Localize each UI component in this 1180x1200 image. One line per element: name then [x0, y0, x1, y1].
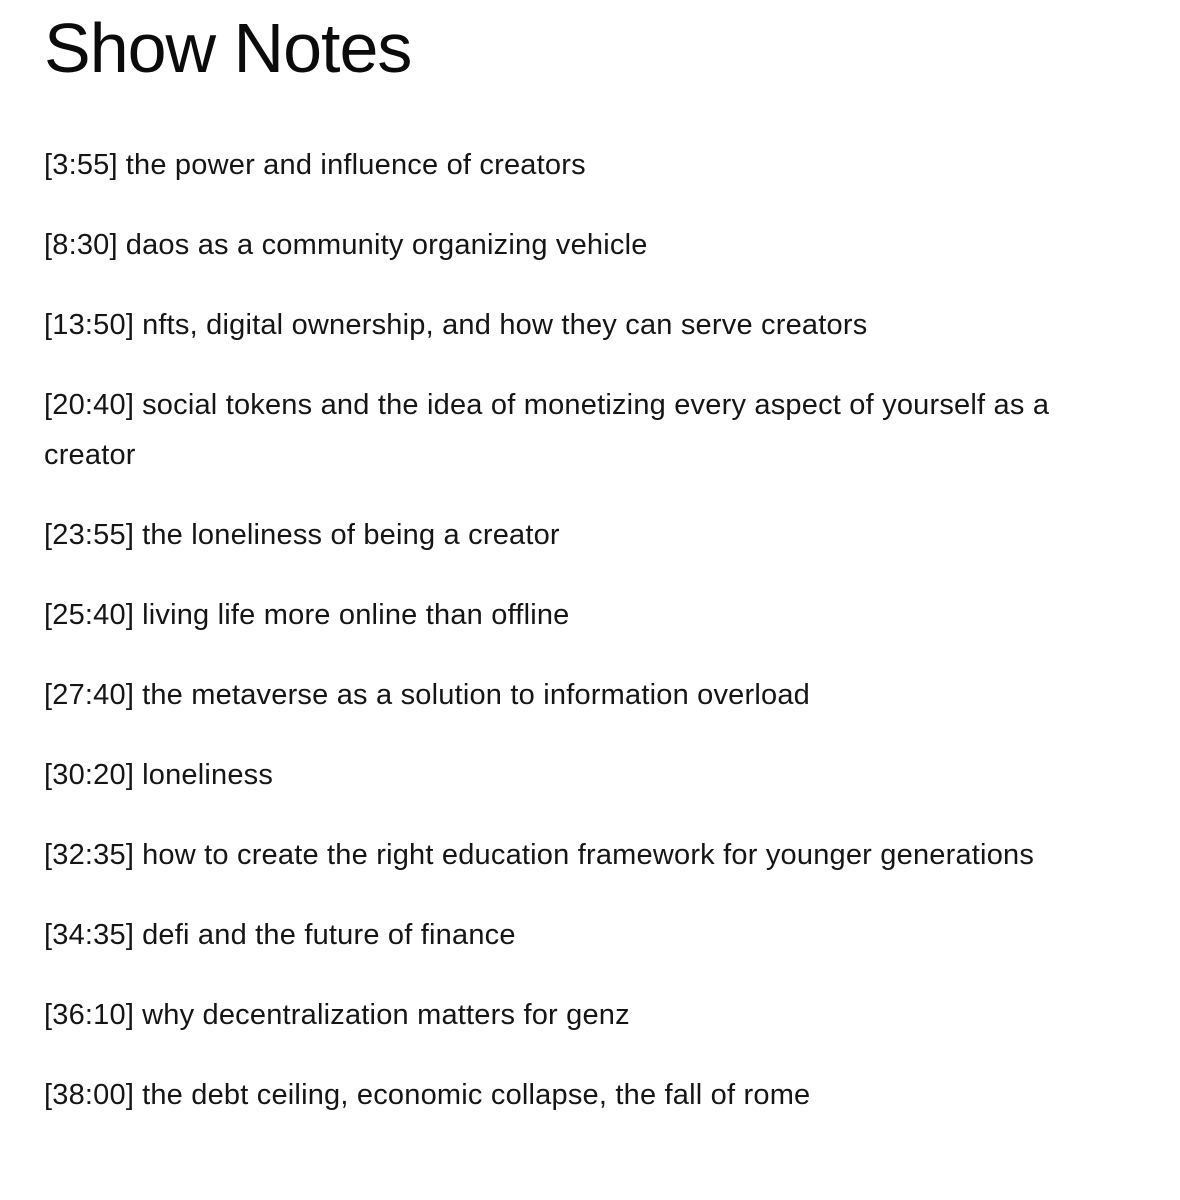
show-note-item: [44, 380, 1084, 480]
show-note-item: [44, 830, 1084, 880]
note-timestamp: [13:50]: [44, 309, 135, 341]
note-text: why decentralization matters for genz: [142, 999, 630, 1031]
note-timestamp: [34:35]: [44, 919, 135, 951]
note-timestamp: [20:40]: [44, 389, 135, 421]
show-note-item: [44, 220, 1084, 270]
show-note-item: [44, 670, 1084, 720]
note-timestamp: [32:35]: [44, 839, 135, 871]
note-text: the debt ceiling, economic collapse, the fall of rome: [142, 1079, 811, 1111]
note-timestamp: [27:40]: [44, 679, 135, 711]
note-text: living life more online than offline: [142, 599, 570, 631]
note-text: nfts, digital ownership, and how they can serve creators: [142, 309, 868, 341]
show-note-item: [44, 590, 1084, 640]
note-text: the loneliness of being a creator: [142, 519, 560, 551]
note-text: defi and the future of finance: [142, 919, 516, 951]
note-timestamp: [25:40]: [44, 599, 135, 631]
show-notes-list: [44, 140, 1084, 1150]
note-timestamp: [30:20]: [44, 759, 135, 791]
note-text: how to create the right education framework for younger generations: [142, 839, 1035, 871]
note-timestamp: [38:00]: [44, 1079, 135, 1111]
show-note-item: [44, 300, 1084, 350]
show-note-item: [44, 510, 1084, 560]
show-note-item: [44, 990, 1084, 1040]
note-timestamp: [23:55]: [44, 519, 135, 551]
show-note-item: [44, 1070, 1084, 1120]
note-timestamp: [36:10]: [44, 999, 135, 1031]
note-timestamp: [8:30]: [44, 229, 118, 261]
note-timestamp: [3:55]: [44, 149, 118, 181]
note-text: social tokens and the idea of monetizing every aspect of yourself as a creator: [44, 389, 1050, 471]
note-text: loneliness: [142, 759, 274, 791]
page-title: Show Notes: [44, 9, 412, 87]
note-text: the metaverse as a solution to information overload: [142, 679, 810, 711]
show-note-item: [44, 140, 1084, 190]
note-text: the power and influence of creators: [125, 149, 586, 181]
show-note-item: [44, 750, 1084, 800]
show-note-item: [44, 910, 1084, 960]
note-text: daos as a community organizing vehicle: [125, 229, 648, 261]
